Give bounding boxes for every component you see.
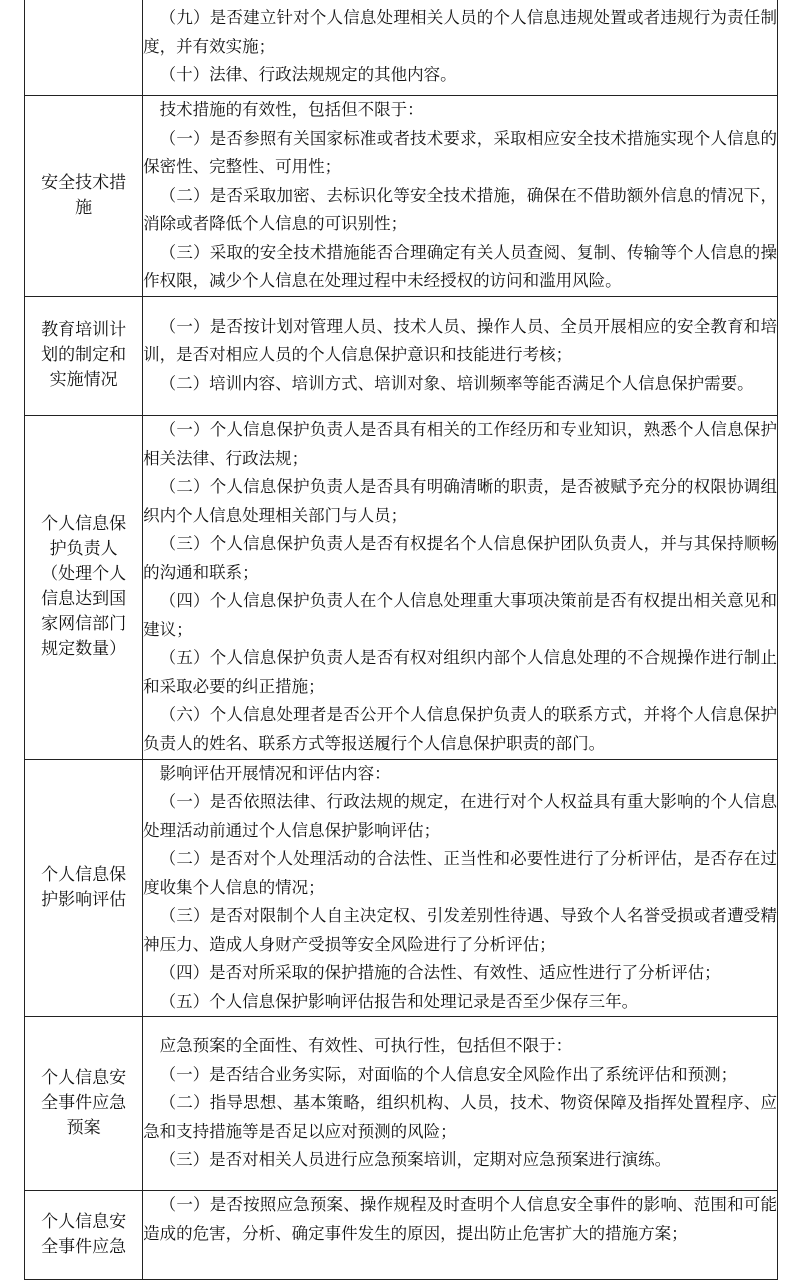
content-line: （三）是否对限制个人自主决定权、引发差别性待遇、导致个人名誉受损或者遭受精神压力、造成人身财产受损等安全风险进行了分析评估；: [143, 906, 777, 954]
content-line: （一）是否参照有关国家标准或者技术要求，采取相应安全技术措施实现个人信息的保密性、完整性、可用性；: [143, 128, 777, 176]
label-line: 预案: [66, 1118, 101, 1138]
row-content-cell: [143, 96, 778, 297]
table-row: [25, 296, 778, 415]
row-label-cell: [25, 296, 143, 415]
row-label-cell: [25, 759, 143, 1017]
table-row: [25, 96, 778, 297]
table-row: [25, 415, 778, 759]
row-label-cell: [25, 415, 143, 759]
content-line: （十）法律、行政法规规定的其他内容。: [159, 65, 457, 85]
table-row: [25, 0, 778, 96]
label-line: 个人信息保: [41, 514, 127, 534]
content-line: （一）是否依照法律、行政法规的规定，在进行对个人权益具有重大影响的个人信息处理活动前通过个人信息保护影响评估；: [143, 792, 777, 840]
row-content-cell: [143, 415, 778, 759]
content-line: （三）采取的安全技术措施能否合理确定有关人员查阅、复制、传输等个人信息的操作权限，减少个人信息在处理过程中未经授权的访问和滥用风险。: [143, 242, 777, 290]
label-line: 信息达到国: [41, 589, 127, 609]
label-line: 护影响评估: [41, 889, 127, 910]
row-content-cell: [143, 759, 778, 1017]
content-line: 技术措施的有效性，包括但不限于：: [159, 100, 424, 119]
content-line: （一）是否按照应急预案、操作规程及时查明个人信息安全事件的影响、范围和可能造成的危害，分析、确定事件发生的原因，提出防止危害扩大的措施方案；: [143, 1195, 777, 1243]
content-line: 影响评估开展情况和评估内容：: [159, 763, 391, 783]
content-line: （五）个人信息保护负责人是否有权对组织内部个人信息处理的不合规操作进行制止和采取必要的纠正措施；: [143, 648, 777, 696]
label-line: 全事件应急: [41, 1093, 127, 1113]
label-line: 实施情况: [49, 370, 118, 390]
audit-criteria-table: [24, 0, 778, 1280]
content-line: （五）个人信息保护影响评估报告和处理记录是否至少保存三年。: [159, 991, 639, 1011]
label-line: （处理个人: [41, 564, 127, 584]
table-row: [25, 1017, 778, 1191]
label-line: 划的制定和: [41, 345, 127, 365]
label-line: 个人信息安: [41, 1068, 127, 1088]
label-line: 家网信部门: [41, 614, 127, 634]
label-line: 规定数量）: [41, 639, 127, 659]
table-row: [25, 759, 778, 1017]
row-content-cell: [143, 1017, 778, 1191]
content-line: （九）是否建立针对个人信息处理相关人员的个人信息违规处置或者违规行为责任制度，并有效实施；: [143, 8, 777, 56]
content-line: 应急预案的全面性、有效性、可执行性，包括但不限于：: [159, 1036, 573, 1056]
content-line: （四）是否对所采取的保护措施的合法性、有效性、适应性进行了分析评估；: [159, 963, 721, 982]
row-label-cell: [25, 0, 143, 96]
label-line: 全事件应急: [41, 1237, 127, 1257]
label-line: 施: [75, 197, 93, 218]
row-content-cell: [143, 1191, 778, 1280]
row-label-cell: [25, 96, 143, 297]
label-line: 个人信息安: [41, 1212, 127, 1232]
label-line: 安全技术措: [41, 172, 127, 193]
content-line: （四）个人信息保护负责人在个人信息处理重大事项决策前是否有权提出相关意见和建议；: [143, 591, 777, 639]
content-line: （一）个人信息保护负责人是否具有相关的工作经历和专业知识，熟悉个人信息保护相关法律、行政法规；: [143, 420, 777, 468]
label-line: 护负责人: [49, 539, 118, 559]
content-line: （二）指导思想、基本策略，组织机构、人员，技术、物资保障及指挥处置程序、应急和支持措施等是否足以应对预测的风险；: [143, 1093, 777, 1141]
content-line: （三）个人信息保护负责人是否有权提名个人信息保护团队负责人，并与其保持顺畅的沟通和联系；: [143, 534, 777, 582]
label-line: 教育培训计: [41, 320, 127, 340]
row-content-cell: [143, 296, 778, 415]
content-line: （二）是否对个人处理活动的合法性、正当性和必要性进行了分析评估，是否存在过度收集个人信息的情况；: [143, 849, 777, 897]
table-row: [25, 1191, 778, 1280]
content-line: （二）个人信息保护负责人是否具有明确清晰的职责，是否被赋予充分的权限协调组织内个人信息处理相关部门与人员；: [143, 477, 777, 525]
content-line: （一）是否结合业务实际，对面临的个人信息安全风险作出了系统评估和预测；: [159, 1064, 738, 1084]
content-line: （一）是否按计划对管理人员、技术人员、操作人员、全员开展相应的安全教育和培训，是否对相应人员的个人信息保护意识和技能进行考核；: [143, 316, 777, 365]
content-line: （三）是否对相关人员进行应急预案培训，定期对应急预案进行演练。: [159, 1150, 672, 1170]
content-line: （二）培训内容、培训方式、培训对象、培训频率等能否满足个人信息保护需要。: [159, 373, 754, 393]
row-label-cell: [25, 1191, 143, 1280]
row-content-cell: [143, 0, 778, 96]
content-line: （六）个人信息处理者是否公开个人信息保护负责人的联系方式，并将个人信息保护负责人的姓名、联系方式等报送履行个人信息保护职责的部门。: [143, 705, 777, 753]
label-line: 个人信息保: [41, 864, 127, 885]
content-line: （二）是否采取加密、去标识化等安全技术措施，确保在不借助额外信息的情况下，消除或者降低个人信息的可识别性；: [143, 185, 777, 233]
row-label-cell: [25, 1017, 143, 1191]
